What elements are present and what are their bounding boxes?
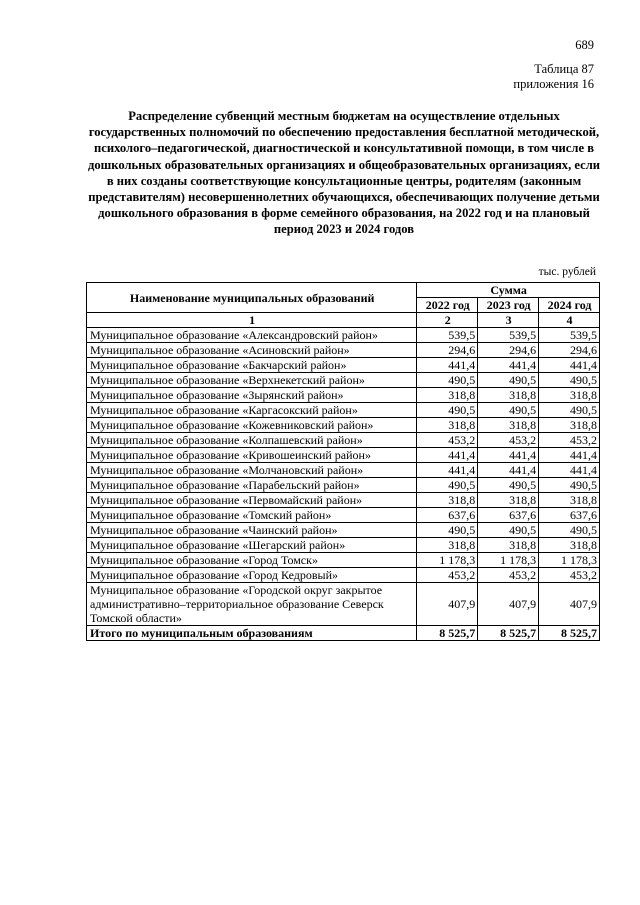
amount-2023: 318,8 [478,538,539,553]
amount-2023: 1 178,3 [478,553,539,568]
table-row [87,343,600,358]
amount-2022: 318,8 [417,388,478,403]
document-title: Распределение субвенций местным бюджетам на осуществление отдельных государственных полномочий по обеспечению предоставления бесплатной методической, психолого–педагогической, диагностической и консультативной помощи, в том числе в дошкольных образовательных организациях и общеобразовательных организациях, если в них созданы соответствующие консультационные центры, родителям (законным представителям) несовершеннолетних обучающихся, обеспечивающих получение детьми дошкольного образования в форме семейного образования, на 2022 год и на плановый период 2023 и 2024 годов [87,109,601,237]
column-index-1: 1 [87,313,417,328]
units-label: тыс. рублей [538,266,596,278]
column-index-2: 2 [417,313,478,328]
header-sum: Сумма [417,283,600,298]
municipality-name: Муниципальное образование «Городской округ закрытое административно–территориальное образование Северск Томской области» [87,583,417,626]
table-row [87,328,600,343]
amount-2022: 490,5 [417,403,478,418]
amount-2024: 294,6 [539,343,600,358]
subvention-table [86,282,600,641]
table-row [87,463,600,478]
appendix-number: приложения 16 [513,77,594,91]
table-row [87,418,600,433]
table-row [87,478,600,493]
total-label: Итого по муниципальным образованиям [87,626,417,641]
amount-2022: 539,5 [417,328,478,343]
table-row [87,583,600,626]
amount-2024: 407,9 [539,583,600,626]
table-row [87,358,600,373]
municipality-name: Муниципальное образование «Город Кедровый» [87,568,417,583]
municipality-name: Муниципальное образование «Чаинский район» [87,523,417,538]
municipality-name: Муниципальное образование «Зырянский район» [87,388,417,403]
amount-2024: 441,4 [539,358,600,373]
column-index-3: 3 [478,313,539,328]
amount-2022: 1 178,3 [417,553,478,568]
amount-2023: 318,8 [478,493,539,508]
table-row [87,493,600,508]
amount-2023: 441,4 [478,448,539,463]
column-index-4: 4 [539,313,600,328]
amount-2024: 490,5 [539,478,600,493]
municipality-name: Муниципальное образование «Молчановский район» [87,463,417,478]
amount-2024: 490,5 [539,403,600,418]
municipality-name: Муниципальное образование «Бакчарский район» [87,358,417,373]
amount-2022: 453,2 [417,568,478,583]
amount-2023: 490,5 [478,403,539,418]
amount-2022: 318,8 [417,493,478,508]
total-2023: 8 525,7 [478,626,539,641]
amount-2023: 490,5 [478,373,539,388]
table-row [87,388,600,403]
municipality-name: Муниципальное образование «Парабельский район» [87,478,417,493]
amount-2023: 490,5 [478,478,539,493]
amount-2022: 637,6 [417,508,478,523]
amount-2024: 490,5 [539,373,600,388]
table-row [87,508,600,523]
amount-2022: 294,6 [417,343,478,358]
amount-2024: 539,5 [539,328,600,343]
amount-2023: 453,2 [478,568,539,583]
amount-2022: 490,5 [417,523,478,538]
amount-2024: 318,8 [539,493,600,508]
municipality-name: Муниципальное образование «Первомайский район» [87,493,417,508]
amount-2023: 294,6 [478,343,539,358]
amount-2024: 318,8 [539,388,600,403]
total-2022: 8 525,7 [417,626,478,641]
municipality-name: Муниципальное образование «Асиновский район» [87,343,417,358]
table-reference [513,62,594,92]
header-year-2023: 2023 год [478,298,539,313]
header-municipality: Наименование муниципальных образований [87,283,417,313]
table-row [87,553,600,568]
table-row [87,433,600,448]
amount-2024: 318,8 [539,538,600,553]
table-row [87,568,600,583]
total-2024: 8 525,7 [539,626,600,641]
amount-2023: 453,2 [478,433,539,448]
table-row [87,448,600,463]
table-row [87,538,600,553]
table-row [87,403,600,418]
amount-2022: 407,9 [417,583,478,626]
amount-2022: 441,4 [417,358,478,373]
amount-2023: 407,9 [478,583,539,626]
amount-2024: 441,4 [539,463,600,478]
amount-2022: 318,8 [417,418,478,433]
amount-2023: 490,5 [478,523,539,538]
municipality-name: Муниципальное образование «Томский район» [87,508,417,523]
total-row [87,626,600,641]
amount-2022: 318,8 [417,538,478,553]
amount-2023: 539,5 [478,328,539,343]
amount-2023: 441,4 [478,463,539,478]
amount-2024: 1 178,3 [539,553,600,568]
amount-2023: 318,8 [478,418,539,433]
municipality-name: Муниципальное образование «Кожевниковский район» [87,418,417,433]
municipality-name: Муниципальное образование «Кривошеинский район» [87,448,417,463]
amount-2022: 441,4 [417,463,478,478]
amount-2024: 637,6 [539,508,600,523]
table-row [87,523,600,538]
amount-2022: 490,5 [417,373,478,388]
amount-2024: 441,4 [539,448,600,463]
amount-2022: 441,4 [417,448,478,463]
amount-2023: 318,8 [478,388,539,403]
table-number: Таблица 87 [534,62,594,76]
amount-2024: 318,8 [539,418,600,433]
header-year-2024: 2024 год [539,298,600,313]
amount-2022: 490,5 [417,478,478,493]
page-number: 689 [575,38,594,52]
amount-2023: 637,6 [478,508,539,523]
amount-2022: 453,2 [417,433,478,448]
municipality-name: Муниципальное образование «Колпашевский район» [87,433,417,448]
municipality-name: Муниципальное образование «Каргасокский район» [87,403,417,418]
municipality-name: Муниципальное образование «Александровский район» [87,328,417,343]
amount-2024: 490,5 [539,523,600,538]
municipality-name: Муниципальное образование «Верхнекетский район» [87,373,417,388]
amount-2023: 441,4 [478,358,539,373]
amount-2024: 453,2 [539,433,600,448]
municipality-name: Муниципальное образование «Шегарский район» [87,538,417,553]
header-year-2022: 2022 год [417,298,478,313]
amount-2024: 453,2 [539,568,600,583]
table-row [87,373,600,388]
municipality-name: Муниципальное образование «Город Томск» [87,553,417,568]
